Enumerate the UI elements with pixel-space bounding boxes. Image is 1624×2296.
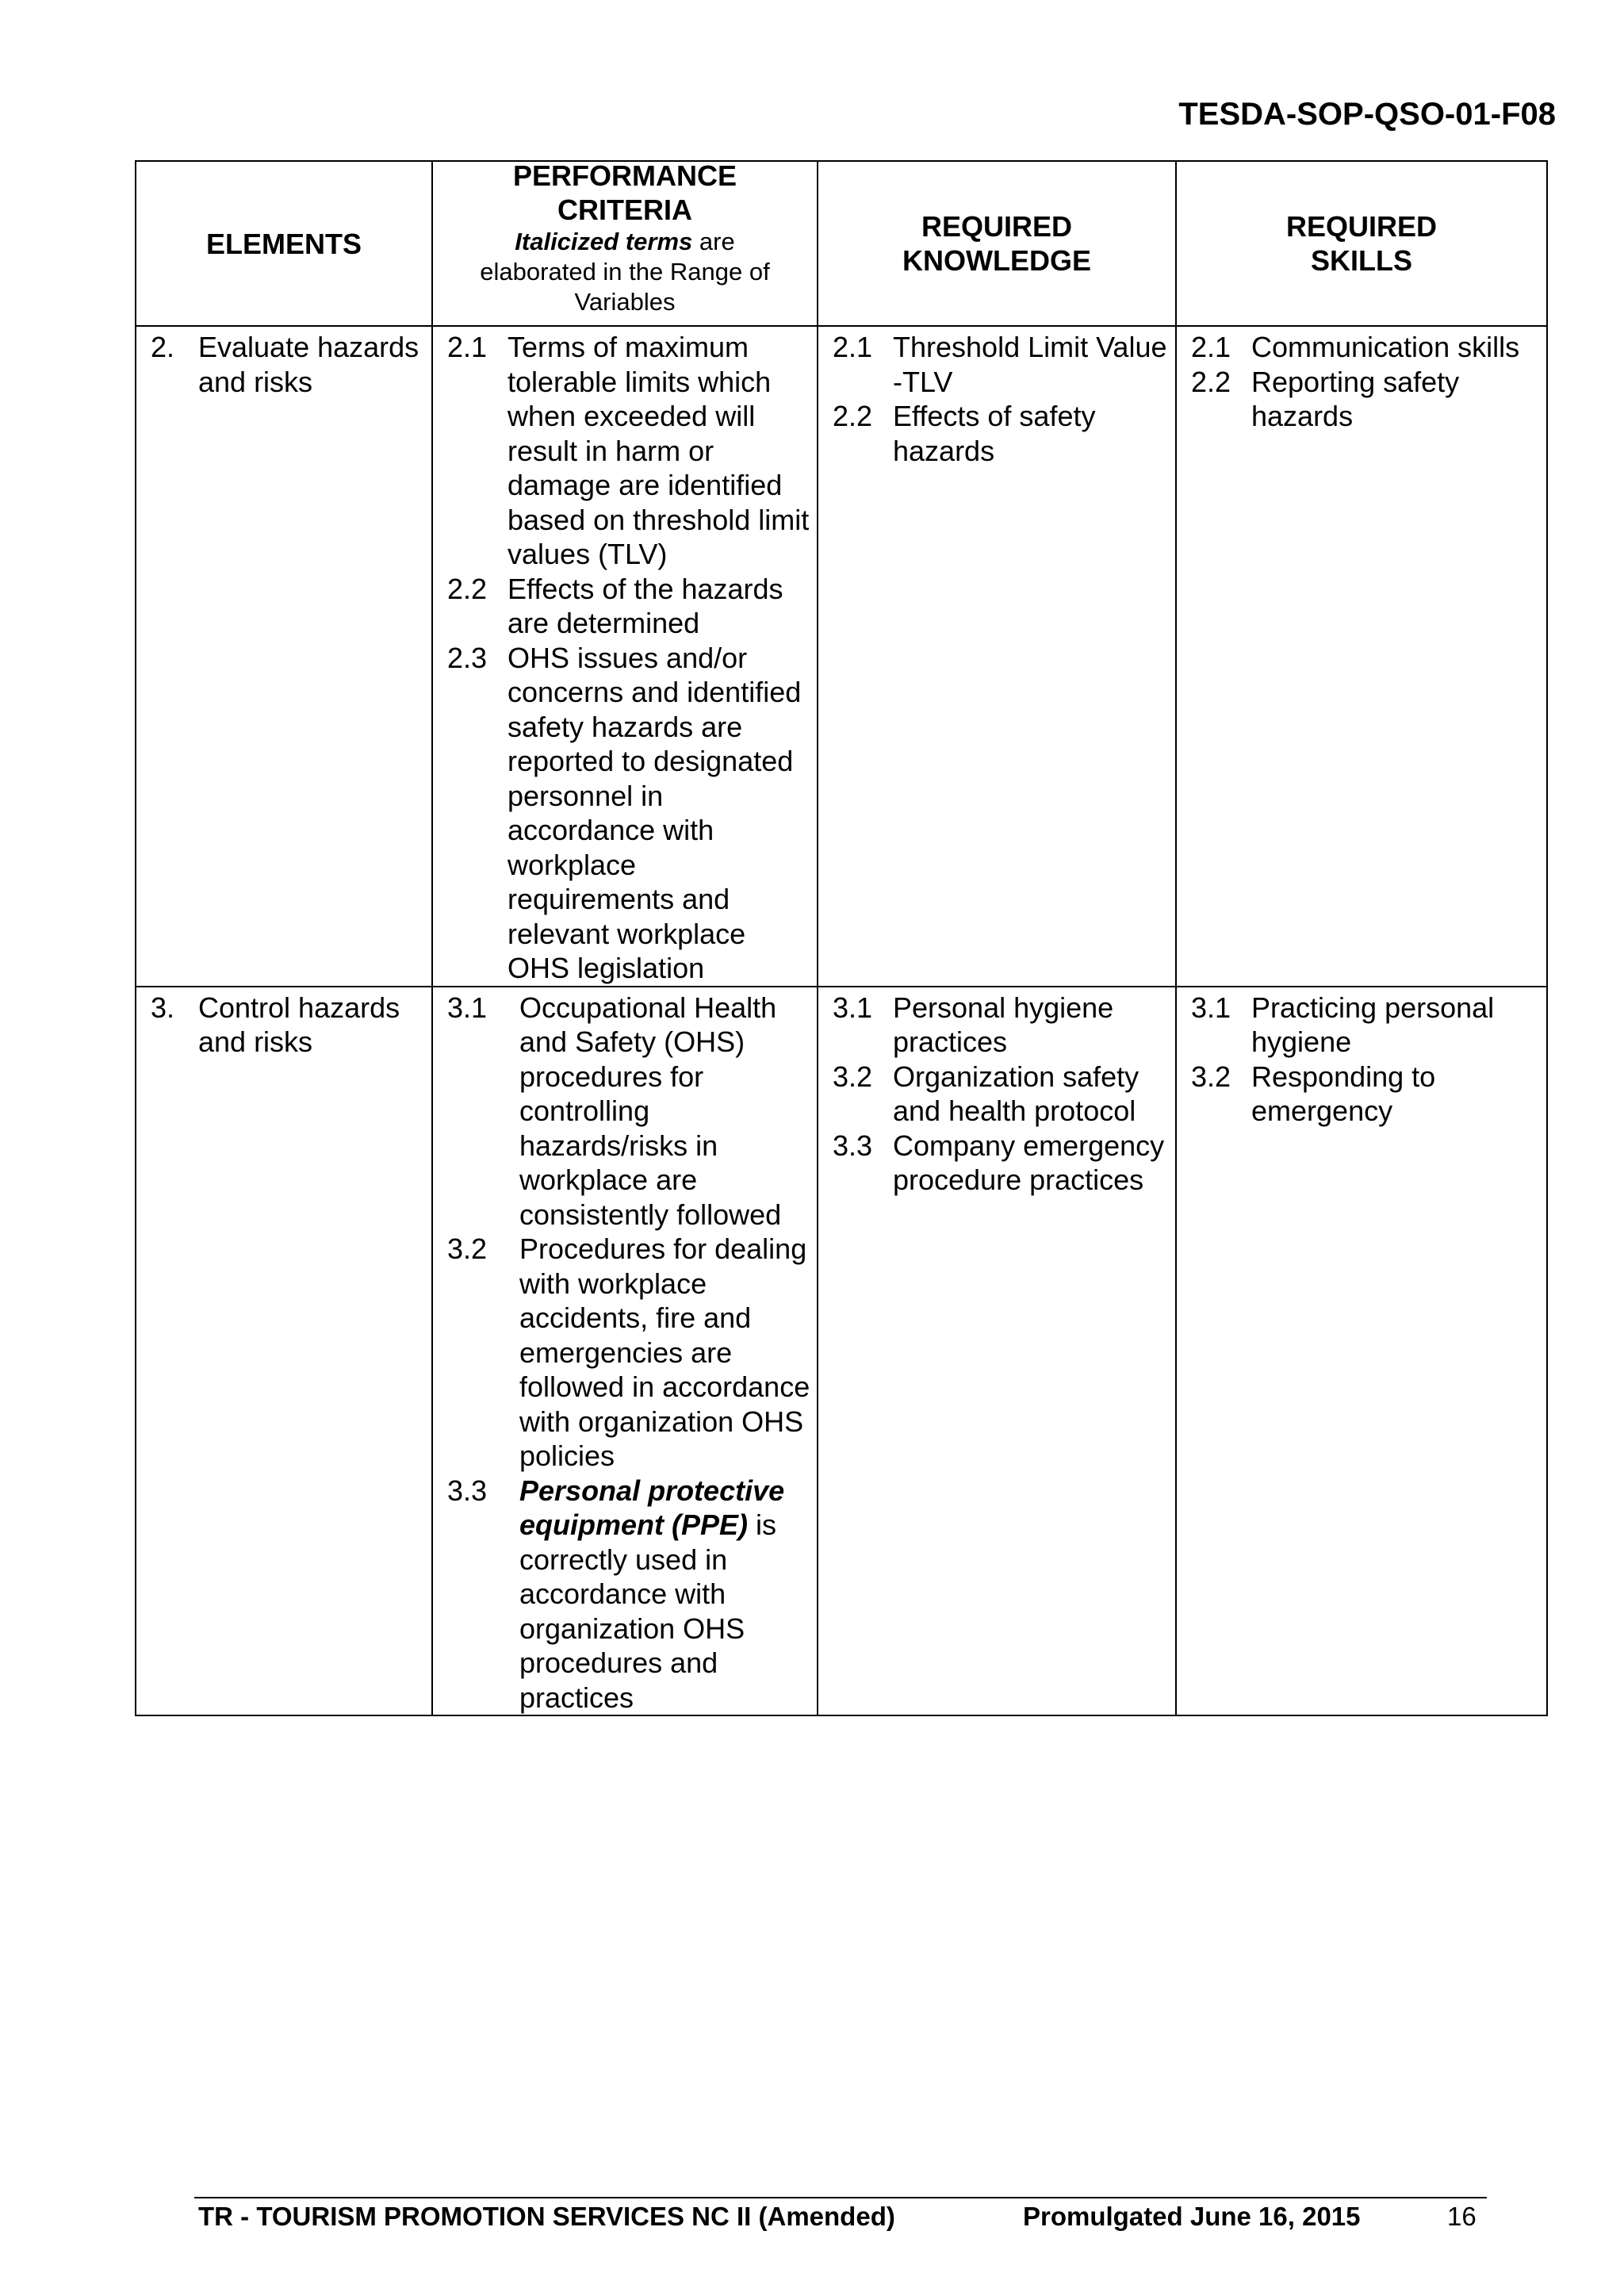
footer-title: TR - TOURISM PROMOTION SERVICES NC II (Amended) <box>198 2202 895 2231</box>
item-text: OHS issues and/or concerns and identified safety hazards are reported to designated personnel in accordance with workplace requirements and relevant workplace OHS legislation <box>508 641 802 984</box>
header-elements <box>136 161 432 326</box>
page-number: 16 <box>1447 2202 1477 2231</box>
competency-standards-table <box>135 160 1548 1716</box>
item-text: Threshold Limit Value -TLV <box>893 331 1167 398</box>
item-number: 2.2 <box>833 400 873 432</box>
item-text: Company emergency procedure practices <box>893 1129 1165 1196</box>
item-text: Effects of safety hazards <box>893 400 1096 467</box>
list-item <box>833 330 1169 399</box>
header-performance-criteria <box>432 161 818 326</box>
element-cell <box>136 987 432 1716</box>
item-number: 2.2 <box>447 572 488 605</box>
list-item <box>833 1060 1169 1129</box>
knowledge-cell <box>818 326 1176 987</box>
item-number: 3.1 <box>1191 991 1231 1024</box>
list-item <box>447 572 810 641</box>
element-text: Control hazards and risks <box>198 991 400 1058</box>
knowledge-cell <box>818 987 1176 1716</box>
item-text: Personal hygiene practices <box>893 991 1114 1058</box>
list-item <box>833 399 1169 468</box>
document-code: TESDA-SOP-QSO-01-F08 <box>1178 97 1556 132</box>
header-elements-label: ELEMENTS <box>205 227 362 260</box>
item-text: Practicing personal hygiene <box>1251 991 1495 1058</box>
list-item <box>1191 330 1540 365</box>
table-row <box>136 326 1547 987</box>
item-text: Responding to emergency <box>1251 1060 1436 1127</box>
skills-cell <box>1176 987 1547 1716</box>
item-number: 2.1 <box>1191 331 1231 363</box>
list-item <box>1191 991 1540 1060</box>
list-item <box>447 991 810 1232</box>
item-number: 3.3 <box>447 1474 488 1507</box>
list-item <box>1191 365 1540 434</box>
item-number: 2.1 <box>833 331 873 363</box>
element-cell <box>136 326 432 987</box>
item-text: Organization safety and health protocol <box>893 1060 1139 1127</box>
item-text: Communication skills <box>1251 331 1520 363</box>
item-number: 3.2 <box>447 1232 488 1265</box>
item-number: 3.2 <box>1191 1060 1231 1093</box>
header-knowledge-label: REQUIRED KNOWLEDGE <box>902 210 1091 277</box>
item-number: 3.1 <box>447 991 488 1024</box>
element-number: 3. <box>151 991 175 1024</box>
footer-divider <box>194 2197 1487 2198</box>
item-number: 3.1 <box>833 991 873 1024</box>
table-row <box>136 987 1547 1716</box>
header-required-knowledge <box>818 161 1176 326</box>
header-pc-note-italic: Italicized terms <box>515 228 693 255</box>
list-item <box>447 641 810 986</box>
header-pc-label: PERFORMANCE CRITERIA <box>512 159 737 226</box>
item-text: Reporting safety hazards <box>1251 365 1460 432</box>
item-text: Terms of maximum tolerable limits which when exceeded will result in harm or damage are identified based on threshold limit values (TLV) <box>508 331 810 570</box>
item-number: 3.2 <box>833 1060 873 1093</box>
header-skills-label: REQUIRED SKILLS <box>1285 210 1438 277</box>
item-number: 2.2 <box>1191 365 1231 398</box>
item-number: 2.3 <box>447 641 488 674</box>
item-text: Procedures for dealing with workplace accidents, fire and emergencies are followed in accordance with organization OHS policies <box>519 1232 810 1472</box>
range-of-variables-term: Personal protective equipment (PPE) <box>519 1474 785 1541</box>
item-text: Effects of the hazards are determined <box>508 572 783 639</box>
header-pc-note: are elaborated in the Range of Variables <box>480 228 770 316</box>
list-item <box>833 991 1169 1060</box>
list-item <box>447 330 810 572</box>
table-header-row <box>136 161 1547 326</box>
list-item <box>447 1474 810 1715</box>
element-text: Evaluate hazards and risks <box>198 331 419 398</box>
list-item <box>833 1129 1169 1198</box>
list-item <box>447 1232 810 1474</box>
header-required-skills <box>1176 161 1547 326</box>
skills-cell <box>1176 326 1547 987</box>
pc-cell <box>432 987 818 1716</box>
item-text: Occupational Health and Safety (OHS) procedures for controlling hazards/risks in workplace are consistently followed <box>519 991 782 1231</box>
element-number: 2. <box>151 331 175 363</box>
item-number: 3.3 <box>833 1129 873 1162</box>
item-text: is correctly used in accordance with organization OHS procedures and practices <box>519 1508 777 1714</box>
list-item <box>1191 1060 1540 1129</box>
footer-promulgated: Promulgated June 16, 2015 <box>1023 2202 1361 2231</box>
pc-cell <box>432 326 818 987</box>
item-number: 2.1 <box>447 331 488 363</box>
